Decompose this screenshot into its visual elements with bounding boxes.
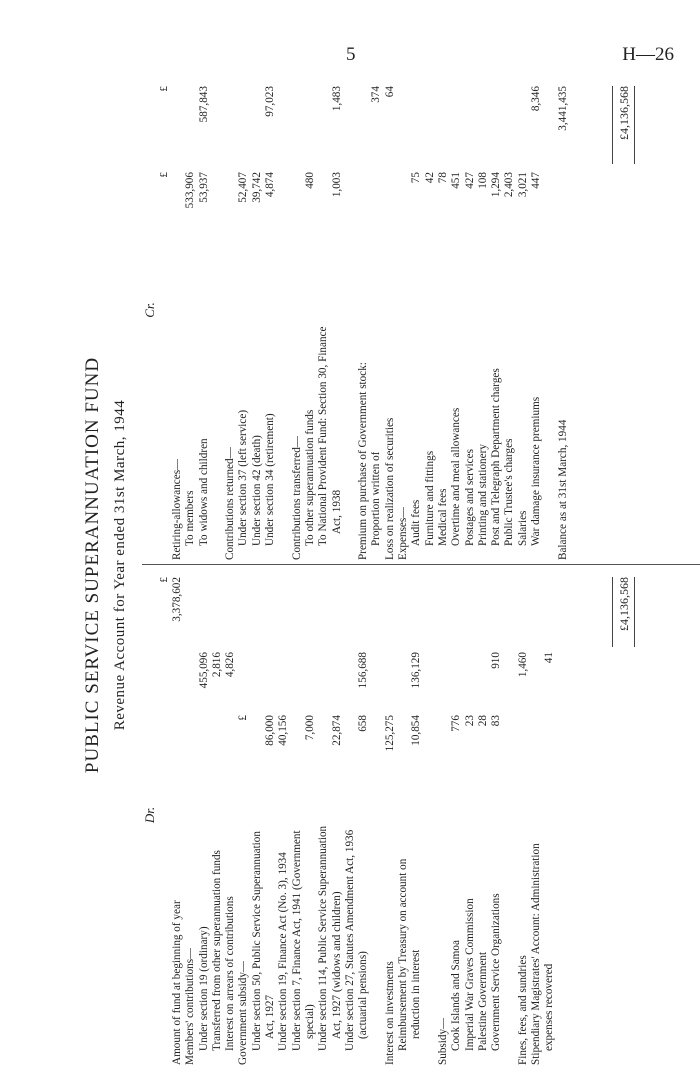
- debit-row: [211, 565, 224, 1065]
- debit-amount-c1: 23: [463, 715, 476, 727]
- credit-row: [397, 60, 410, 560]
- credit-row-label: Medical fees: [436, 488, 449, 546]
- credit-rows: [171, 60, 570, 560]
- credit-amount-c2: 97,023: [264, 86, 277, 117]
- credit-row-label: To widows and children: [197, 438, 210, 546]
- debit-row: [477, 565, 490, 1065]
- debit-row: [171, 565, 184, 1065]
- credit-row: [517, 60, 530, 560]
- credit-row-label: Expenses—: [397, 506, 410, 560]
- credit-amount-c2: 374: [370, 86, 383, 103]
- credit-row: [224, 60, 237, 560]
- credit-row: [557, 60, 570, 560]
- credit-amount-c1: 53,937: [197, 172, 210, 203]
- debit-amount-c1: 28: [476, 715, 489, 727]
- debit-amount-c2: 156,688: [357, 652, 370, 689]
- debit-row: [543, 565, 556, 1065]
- debit-amount-c1: £: [237, 715, 250, 721]
- credit-total-double-rule: [634, 86, 635, 164]
- debit-row-label: (actuarial pensions): [357, 951, 370, 1039]
- credit-row-label: To National Provident Fund: Section 30, Finance: [317, 326, 330, 546]
- credit-row: [477, 60, 490, 560]
- credit-row: [317, 60, 330, 560]
- credit-row-label: Contributions transferred—: [290, 436, 303, 560]
- credit-row: [211, 60, 224, 560]
- debit-amount-c1: 40,156: [277, 715, 290, 746]
- debit-amount-c2: 4,826: [224, 652, 237, 678]
- credit-amount-c1: 42: [423, 172, 436, 184]
- credit-row: [184, 60, 197, 560]
- debit-row: [424, 565, 437, 1065]
- credit-row-label: Under section 42 (death): [250, 435, 263, 546]
- credit-row: [264, 60, 277, 560]
- credit-total-rule: [612, 86, 613, 164]
- credit-row: [198, 60, 211, 560]
- credit-row: [171, 60, 184, 560]
- credit-row: [357, 60, 370, 560]
- credit-row: [344, 60, 357, 560]
- debit-amount-c1: 125,275: [383, 715, 396, 752]
- credit-amount-c1: 1,003: [330, 172, 343, 198]
- debit-row: [264, 565, 277, 1065]
- debit-row: [410, 565, 423, 1065]
- debit-row-label: Subsidy—: [436, 1017, 449, 1065]
- credit-row: [370, 60, 383, 560]
- account-subtitle: Revenue Account for Year ended 31st March, 1944: [112, 399, 128, 731]
- credit-row-label: Proportion written of: [370, 451, 383, 546]
- credit-amount-c2: 3,441,435: [556, 86, 569, 131]
- debit-row-label: reduction in interest: [410, 949, 423, 1039]
- debit-row: [370, 565, 383, 1065]
- debit-amount-c3: 3,378,602: [171, 577, 183, 622]
- debit-amount-c2: 455,096: [197, 652, 210, 689]
- credit-row-label: War damage insurance premiums: [530, 396, 543, 546]
- debit-amount-c1: 658: [357, 715, 370, 732]
- debit-amount-c2: 136,129: [410, 652, 423, 689]
- credit-row-label: Furniture and fittings: [423, 450, 436, 546]
- credit-row-label: Under section 37 (left service): [237, 409, 250, 546]
- debit-row-label: Under section 27, Statutes Amendment Act, 1936: [343, 829, 356, 1051]
- page-number: 5: [346, 44, 356, 65]
- credit-amount-c1: 480: [303, 172, 316, 189]
- credit-row: [437, 60, 450, 560]
- credit-amount-c1: 533,906: [184, 172, 197, 209]
- debit-amount-c2: 910: [490, 652, 503, 669]
- debit-amount-c1: 86,000: [264, 715, 277, 746]
- debit-amount-c1: 10,854: [410, 715, 423, 746]
- credit-row-label: Public Trustee's charges: [503, 438, 516, 546]
- debit-row-label: Reimbursement by Treasury on account on: [397, 858, 410, 1051]
- credit-amount-c2: 587,843: [197, 86, 210, 123]
- debit-amount-c2: 1,460: [516, 652, 529, 678]
- credit-row-label: Premium on purchase of Government stock:: [357, 362, 370, 560]
- debit-row-label: Under section 19, Finance Act (No. 3), 1934: [277, 852, 290, 1051]
- debit-row: [450, 565, 463, 1065]
- debit-row: [437, 565, 450, 1065]
- debit-row-label: Amount of fund at beginning of year: [171, 900, 183, 1065]
- debit-row-label: Under section 50, Public Service Superannuation: [250, 831, 263, 1051]
- credit-row: [464, 60, 477, 560]
- credit-row-label: Contributions returned—: [224, 447, 237, 560]
- credit-row-label: To other superannuation funds: [303, 409, 316, 546]
- debit-currency-label: £: [158, 577, 170, 583]
- debit-row-label: Act, 1927 (widows and children): [330, 891, 343, 1039]
- debit-total-rule: [612, 577, 613, 647]
- debit-row: [530, 565, 543, 1065]
- credit-amount-c2: 64: [383, 86, 396, 98]
- debit-row-label: Interest on investments: [383, 961, 396, 1065]
- debit-row-label: Cook Islands and Samoa: [450, 940, 463, 1051]
- credit-row: [543, 60, 556, 560]
- column-divider: [142, 564, 700, 565]
- credit-row: [251, 60, 264, 560]
- credit-amount-c1: 447: [530, 172, 543, 189]
- credit-row-label: Balance as at 31st March, 1944: [556, 419, 569, 560]
- credit-row: [384, 60, 397, 560]
- credit-row-label: Act, 1938: [330, 489, 343, 534]
- debit-row-label: Interest on arrears of contributions: [224, 896, 237, 1051]
- debit-amount-c2: 41: [543, 652, 556, 664]
- credit-amount-c1: 78: [436, 172, 449, 184]
- credit-amount-c2: 8,346: [530, 86, 543, 112]
- revenue-account-sheet: [82, 65, 700, 1065]
- debit-row: [304, 565, 317, 1065]
- debit-total-double-rule: [634, 577, 635, 647]
- debit-row: [490, 565, 503, 1065]
- credit-total: £4,136,568: [617, 86, 631, 140]
- debit-amount-c1: 22,874: [330, 715, 343, 746]
- debit-row: [237, 565, 250, 1065]
- debit-row: [344, 565, 357, 1065]
- credit-row-label: Loss on realization of securities: [383, 417, 396, 560]
- credit-row-label: Retiring-allowances—: [171, 458, 183, 560]
- debit-amount-c1: 776: [450, 715, 463, 732]
- credit-row-label: To members: [184, 490, 197, 546]
- credit-row: [424, 60, 437, 560]
- debit-amount-c2: 2,816: [210, 652, 223, 678]
- debit-row-label: Government Service Organizations: [490, 893, 503, 1051]
- debit-row: [184, 565, 197, 1065]
- document-reference: H—26: [622, 44, 674, 65]
- credit-amount-c1: 4,874: [264, 172, 277, 198]
- credit-amount-c1: 3,021: [516, 172, 529, 198]
- debit-row-label: Transferred from other superannuation funds: [210, 850, 223, 1051]
- credit-row-label: Printing and stationery: [476, 444, 489, 546]
- credit-heading: Cr.: [142, 302, 157, 318]
- credit-row-label: Overtime and meal allowances: [450, 407, 463, 546]
- debit-row: [224, 565, 237, 1065]
- debit-row: [277, 565, 290, 1065]
- debit-row-label: Members' contributions—: [184, 947, 197, 1065]
- credit-amount-c1: 427: [463, 172, 476, 189]
- credit-currency-label: £ £: [158, 86, 170, 178]
- credit-amount-c1: 2,403: [503, 172, 516, 198]
- credit-row: [450, 60, 463, 560]
- credit-row: [277, 60, 290, 560]
- credit-row: [291, 60, 304, 560]
- debit-row-label: Stipendiary Magistrates' Account: Administration: [530, 843, 543, 1065]
- credit-row: [503, 60, 516, 560]
- debit-row: [198, 565, 211, 1065]
- credit-amount-c1: 1,294: [490, 172, 503, 198]
- debit-row-label: expenses recovered: [543, 963, 556, 1051]
- credit-row-label: Under section 34 (retirement): [264, 413, 277, 546]
- debit-row: [317, 565, 330, 1065]
- debit-rows: [171, 565, 557, 1065]
- debit-row-label: Under section 19 (ordinary): [197, 926, 210, 1051]
- debit-row: [503, 565, 516, 1065]
- credit-amount-c1: 75: [410, 172, 423, 184]
- debit-row: [291, 565, 304, 1065]
- debit-row: [251, 565, 264, 1065]
- debit-amount-c1: 83: [490, 715, 503, 727]
- debit-heading: Dr.: [142, 806, 157, 824]
- credit-row: [331, 60, 344, 560]
- debit-row: [464, 565, 477, 1065]
- credit-row: [410, 60, 423, 560]
- credit-amount-c2: 1,483: [330, 86, 343, 112]
- debit-row-label: Palestine Government: [476, 951, 489, 1051]
- debit-row: [357, 565, 370, 1065]
- credit-row-label: Audit fees: [410, 499, 423, 546]
- credit-row: [237, 60, 250, 560]
- credit-amount-c1: 52,407: [237, 172, 250, 203]
- credit-row-label: Salaries: [516, 510, 529, 546]
- credit-row: [490, 60, 503, 560]
- credit-row: [304, 60, 317, 560]
- credit-amount-c1: 39,742: [250, 172, 263, 203]
- debit-row: [384, 565, 397, 1065]
- page-title: PUBLIC SERVICE SUPERANNUATION FUND: [82, 356, 103, 774]
- debit-row-label: special): [303, 1004, 316, 1039]
- credit-amount-c1: 451: [450, 172, 463, 189]
- debit-total: £4,136,568: [617, 577, 631, 631]
- credit-row: [530, 60, 543, 560]
- credit-row-label: Post and Telegraph Department charges: [490, 368, 503, 546]
- debit-row: [331, 565, 344, 1065]
- debit-row-label: Imperial War Graves Commission: [463, 898, 476, 1051]
- credit-row-label: Postages and services: [463, 449, 476, 546]
- debit-row-label: Act, 1927: [264, 994, 277, 1039]
- debit-row: [517, 565, 530, 1065]
- debit-amount-c1: 7,000: [303, 715, 316, 741]
- debit-row-label: Under section 114, Public Service Superannuation: [317, 825, 330, 1051]
- debit-row: [397, 565, 410, 1065]
- debit-row-label: Fines, fees, and sundries: [516, 955, 529, 1065]
- debit-row-label: Under section 7, Finance Act, 1941 (Government: [290, 830, 303, 1051]
- credit-amount-c1: 108: [476, 172, 489, 189]
- debit-row-label: Government subsidy—: [237, 960, 250, 1065]
